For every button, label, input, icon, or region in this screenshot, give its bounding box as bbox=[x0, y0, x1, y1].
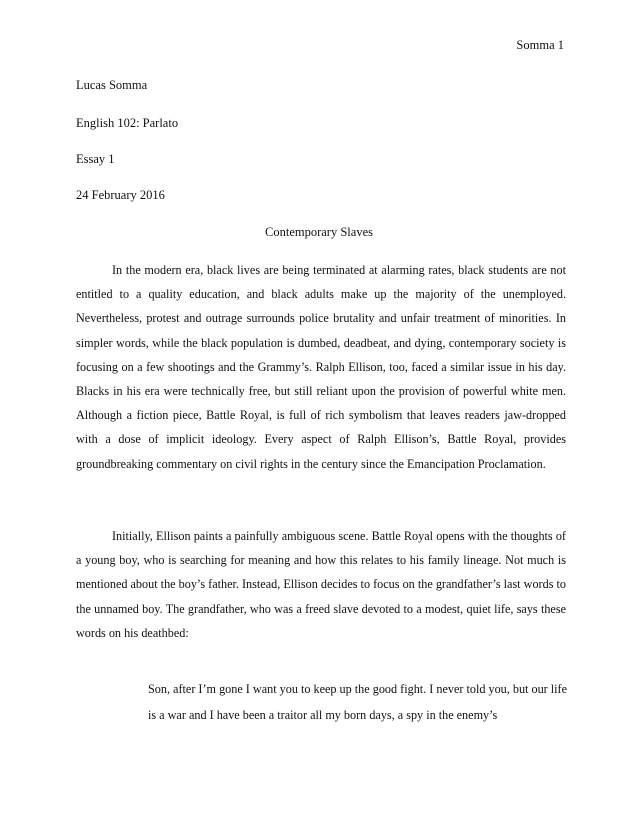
author-name: Lucas Somma bbox=[76, 78, 148, 92]
essay-date: 24 February 2016 bbox=[76, 188, 165, 202]
assignment-name: Essay 1 bbox=[76, 152, 115, 166]
paragraph-1: In the modern era, black lives are being terminated at alarming rates, black students are not entitled to a quality education, and black adults make up the majority of the unemployed. Nevertheless, protest and outrage surrounds police brutality and unfair treatment of minorities. In simpler words, while the black population is dumbed, deadbeat, and dying, contemporary society is focusing on a few shootings and the Grammy’s. Ralph Ellison, too, faced a similar issue in his day. Blacks in his era were technically free, but still reliant upon the provision of powerful white men. Although a fiction piece, Battle Royal, is full of rich symbolism that leaves readers jaw-dropped with a dose of implicit ideology. Every aspect of Ralph Ellison’s, Battle Royal, provides groundbreaking commentary on civil rights in the century since the Emancipation Proclamation. bbox=[76, 263, 566, 471]
block-quote: Son, after I’m gone I want you to keep up the good fight. I never told you, but our life is a war and I have been a traitor all my born days, a spy in the enemy’s bbox=[148, 682, 568, 722]
running-head: Somma 1 bbox=[516, 38, 564, 52]
essay-body-2 bbox=[76, 524, 566, 645]
paragraph-2: Initially, Ellison paints a painfully ambiguous scene. Battle Royal opens with the thoughts of a young boy, who is searching for meaning and how this relates to his family lineage. Not much is mentioned about the boy’s father. Instead, Ellison decides to focus on the grandfather’s last words to the unnamed boy. The grandfather, who was a freed slave devoted to a modest, quiet life, says these words on his deathbed: bbox=[76, 529, 566, 640]
essay-body bbox=[76, 258, 566, 476]
course-name: English 102: Parlato bbox=[76, 116, 179, 130]
essay-title: Contemporary Slaves bbox=[265, 225, 373, 239]
